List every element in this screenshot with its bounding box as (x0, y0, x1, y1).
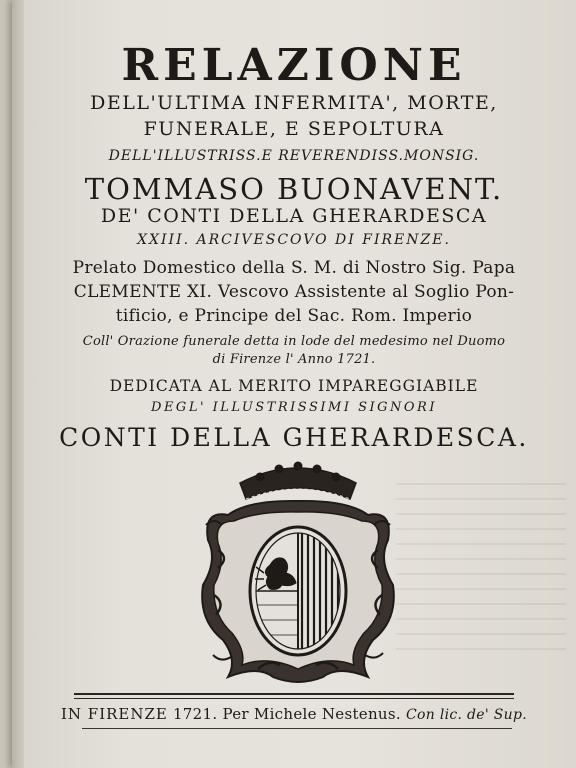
imprint-license: Con lic. de' Sup. (406, 707, 528, 723)
prelate-line-3: tificio, e Principe del Sac. Rom. Imperio (115, 306, 473, 326)
top-rule (74, 693, 514, 695)
prelate-line-1: Prelato Domestico della S. M. di Nostro Sig. Papa (72, 258, 516, 278)
dedication-line-1: DEDICATA AL MERITO IMPAREGGIABILE (109, 377, 479, 395)
imprint-city: IN FIRENZE (60, 705, 168, 723)
show-through-text (396, 470, 566, 650)
subtitle-line-2: FUNERALE, E SEPOLTURA (143, 118, 445, 140)
subject-office: XXIII. ARCIVESCOVO DI FIRENZE. (137, 232, 451, 248)
subject-family: DE' CONTI DELLA GHERARDESCA (100, 205, 488, 227)
subject-name: TOMMASO BUONAVENT. (84, 172, 504, 206)
title-page (12, 0, 576, 768)
imprint (12, 705, 576, 723)
bottom-rule (82, 728, 512, 729)
prelate-line-2: CLEMENTE XI. Vescovo Assistente al Soglio Pon- (73, 282, 515, 302)
subtitle-line-3: DELL'ILLUSTRISS.E REVERENDISS.MONSIG. (108, 148, 480, 164)
imprint-year-printer: 1721. Per Michele Nestenus. (172, 705, 401, 723)
subtitle-line-1: DELL'ULTIMA INFERMITA', MORTE, (90, 92, 498, 114)
dedication-line-3: CONTI DELLA GHERARDESCA. (59, 423, 529, 452)
book-title: RELAZIONE (121, 40, 467, 91)
coat-of-arms-icon (198, 455, 398, 687)
oration-line-2: di Firenze l' Anno 1721. (212, 352, 376, 367)
oration-line-1: Coll' Orazione funerale detta in lode del medesimo nel Duomo (82, 334, 506, 349)
dedication-line-2: DEGL' ILLUSTRISSIMI SIGNORI (151, 400, 437, 415)
top-rule-thin (74, 698, 514, 699)
